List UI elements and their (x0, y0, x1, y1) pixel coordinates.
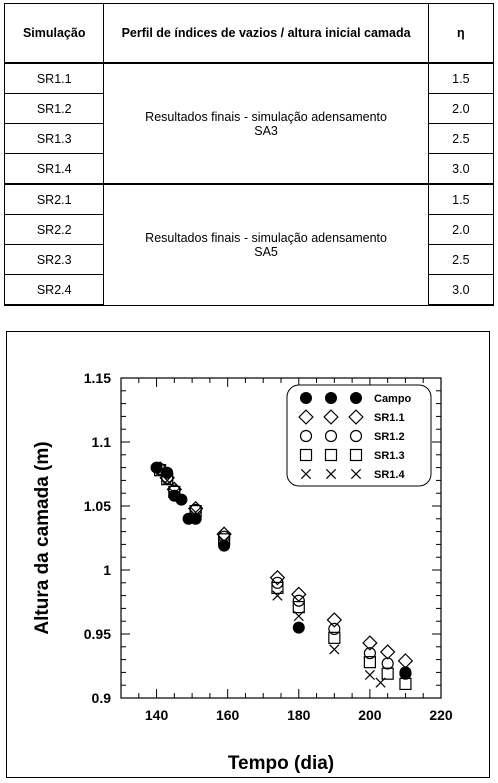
y-axis-title: Altura da camada (m) (32, 441, 53, 635)
legend-marker-campo (326, 393, 337, 404)
point-campo (400, 667, 411, 678)
legend-label-sr1-2: SR1.2 (374, 431, 405, 443)
legend-label-sr1-3: SR1.3 (374, 450, 405, 462)
cell-sim: SR2.2 (5, 215, 104, 245)
x-tick-label: 140 (144, 707, 169, 723)
cell-sim: SR1.4 (5, 154, 104, 185)
cell-sim: SR2.4 (5, 275, 104, 306)
y-tick-label: 1.05 (83, 498, 111, 514)
cell-eta: 2.0 (428, 94, 493, 124)
cell-sim: SR2.1 (5, 184, 104, 215)
point-sr1-4 (365, 670, 374, 679)
point-sr1-4 (376, 678, 385, 687)
cell-sim: SR2.3 (5, 245, 104, 275)
cell-sim: SR1.2 (5, 94, 104, 124)
cell-sim: SR1.1 (5, 63, 104, 94)
y-tick-label: 0.95 (83, 626, 111, 642)
point-sr1-3 (293, 602, 304, 613)
point-campo (190, 513, 201, 524)
y-tick-label: 1 (103, 562, 111, 578)
legend-marker-campo (351, 393, 362, 404)
cell-sim: SR1.3 (5, 124, 104, 154)
legend-marker-campo (301, 393, 312, 404)
point-sr1-1 (399, 654, 413, 668)
x-tick-label: 200 (358, 707, 382, 723)
legend-label-sr1-1: SR1.1 (374, 412, 405, 424)
x-axis-title: Tempo (dia) (227, 753, 335, 774)
header-perfil: Perfil de índices de vazios / altura inicial camada (104, 4, 428, 64)
point-campo (219, 540, 230, 551)
cell-eta: 2.5 (428, 245, 493, 275)
cell-eta: 1.5 (428, 63, 493, 94)
header-eta: η (428, 4, 493, 64)
legend-label-sr1-4: SR1.4 (374, 469, 405, 481)
point-campo (176, 494, 187, 505)
cell-eta: 2.0 (428, 215, 493, 245)
point-sr1-3 (400, 678, 411, 689)
cell-eta: 3.0 (428, 154, 493, 185)
point-sr1-4 (330, 645, 339, 654)
cell-profile: Resultados finais - simulação adensamento SA3 (104, 63, 428, 184)
point-sr1-3 (382, 668, 393, 679)
legend-label-campo: Campo (374, 393, 412, 405)
x-tick-label: 220 (429, 707, 453, 723)
cell-eta: 2.5 (428, 124, 493, 154)
y-tick-label: 0.9 (91, 690, 111, 706)
point-sr1-1 (327, 613, 341, 627)
point-campo (293, 622, 304, 633)
point-sr1-1 (381, 645, 395, 659)
point-campo (151, 462, 162, 473)
point-campo (162, 467, 173, 478)
y-tick-label: 1.15 (83, 370, 111, 386)
header-simulacao: Simulação (5, 4, 104, 64)
y-tick-label: 1.1 (91, 434, 111, 450)
cell-eta: 1.5 (428, 184, 493, 215)
x-tick-label: 160 (215, 707, 240, 723)
x-tick-label: 180 (287, 707, 311, 723)
point-sr1-4 (273, 591, 282, 600)
cell-eta: 3.0 (428, 275, 493, 306)
cell-profile: Resultados finais - simulação adensamento SA5 (104, 184, 428, 305)
